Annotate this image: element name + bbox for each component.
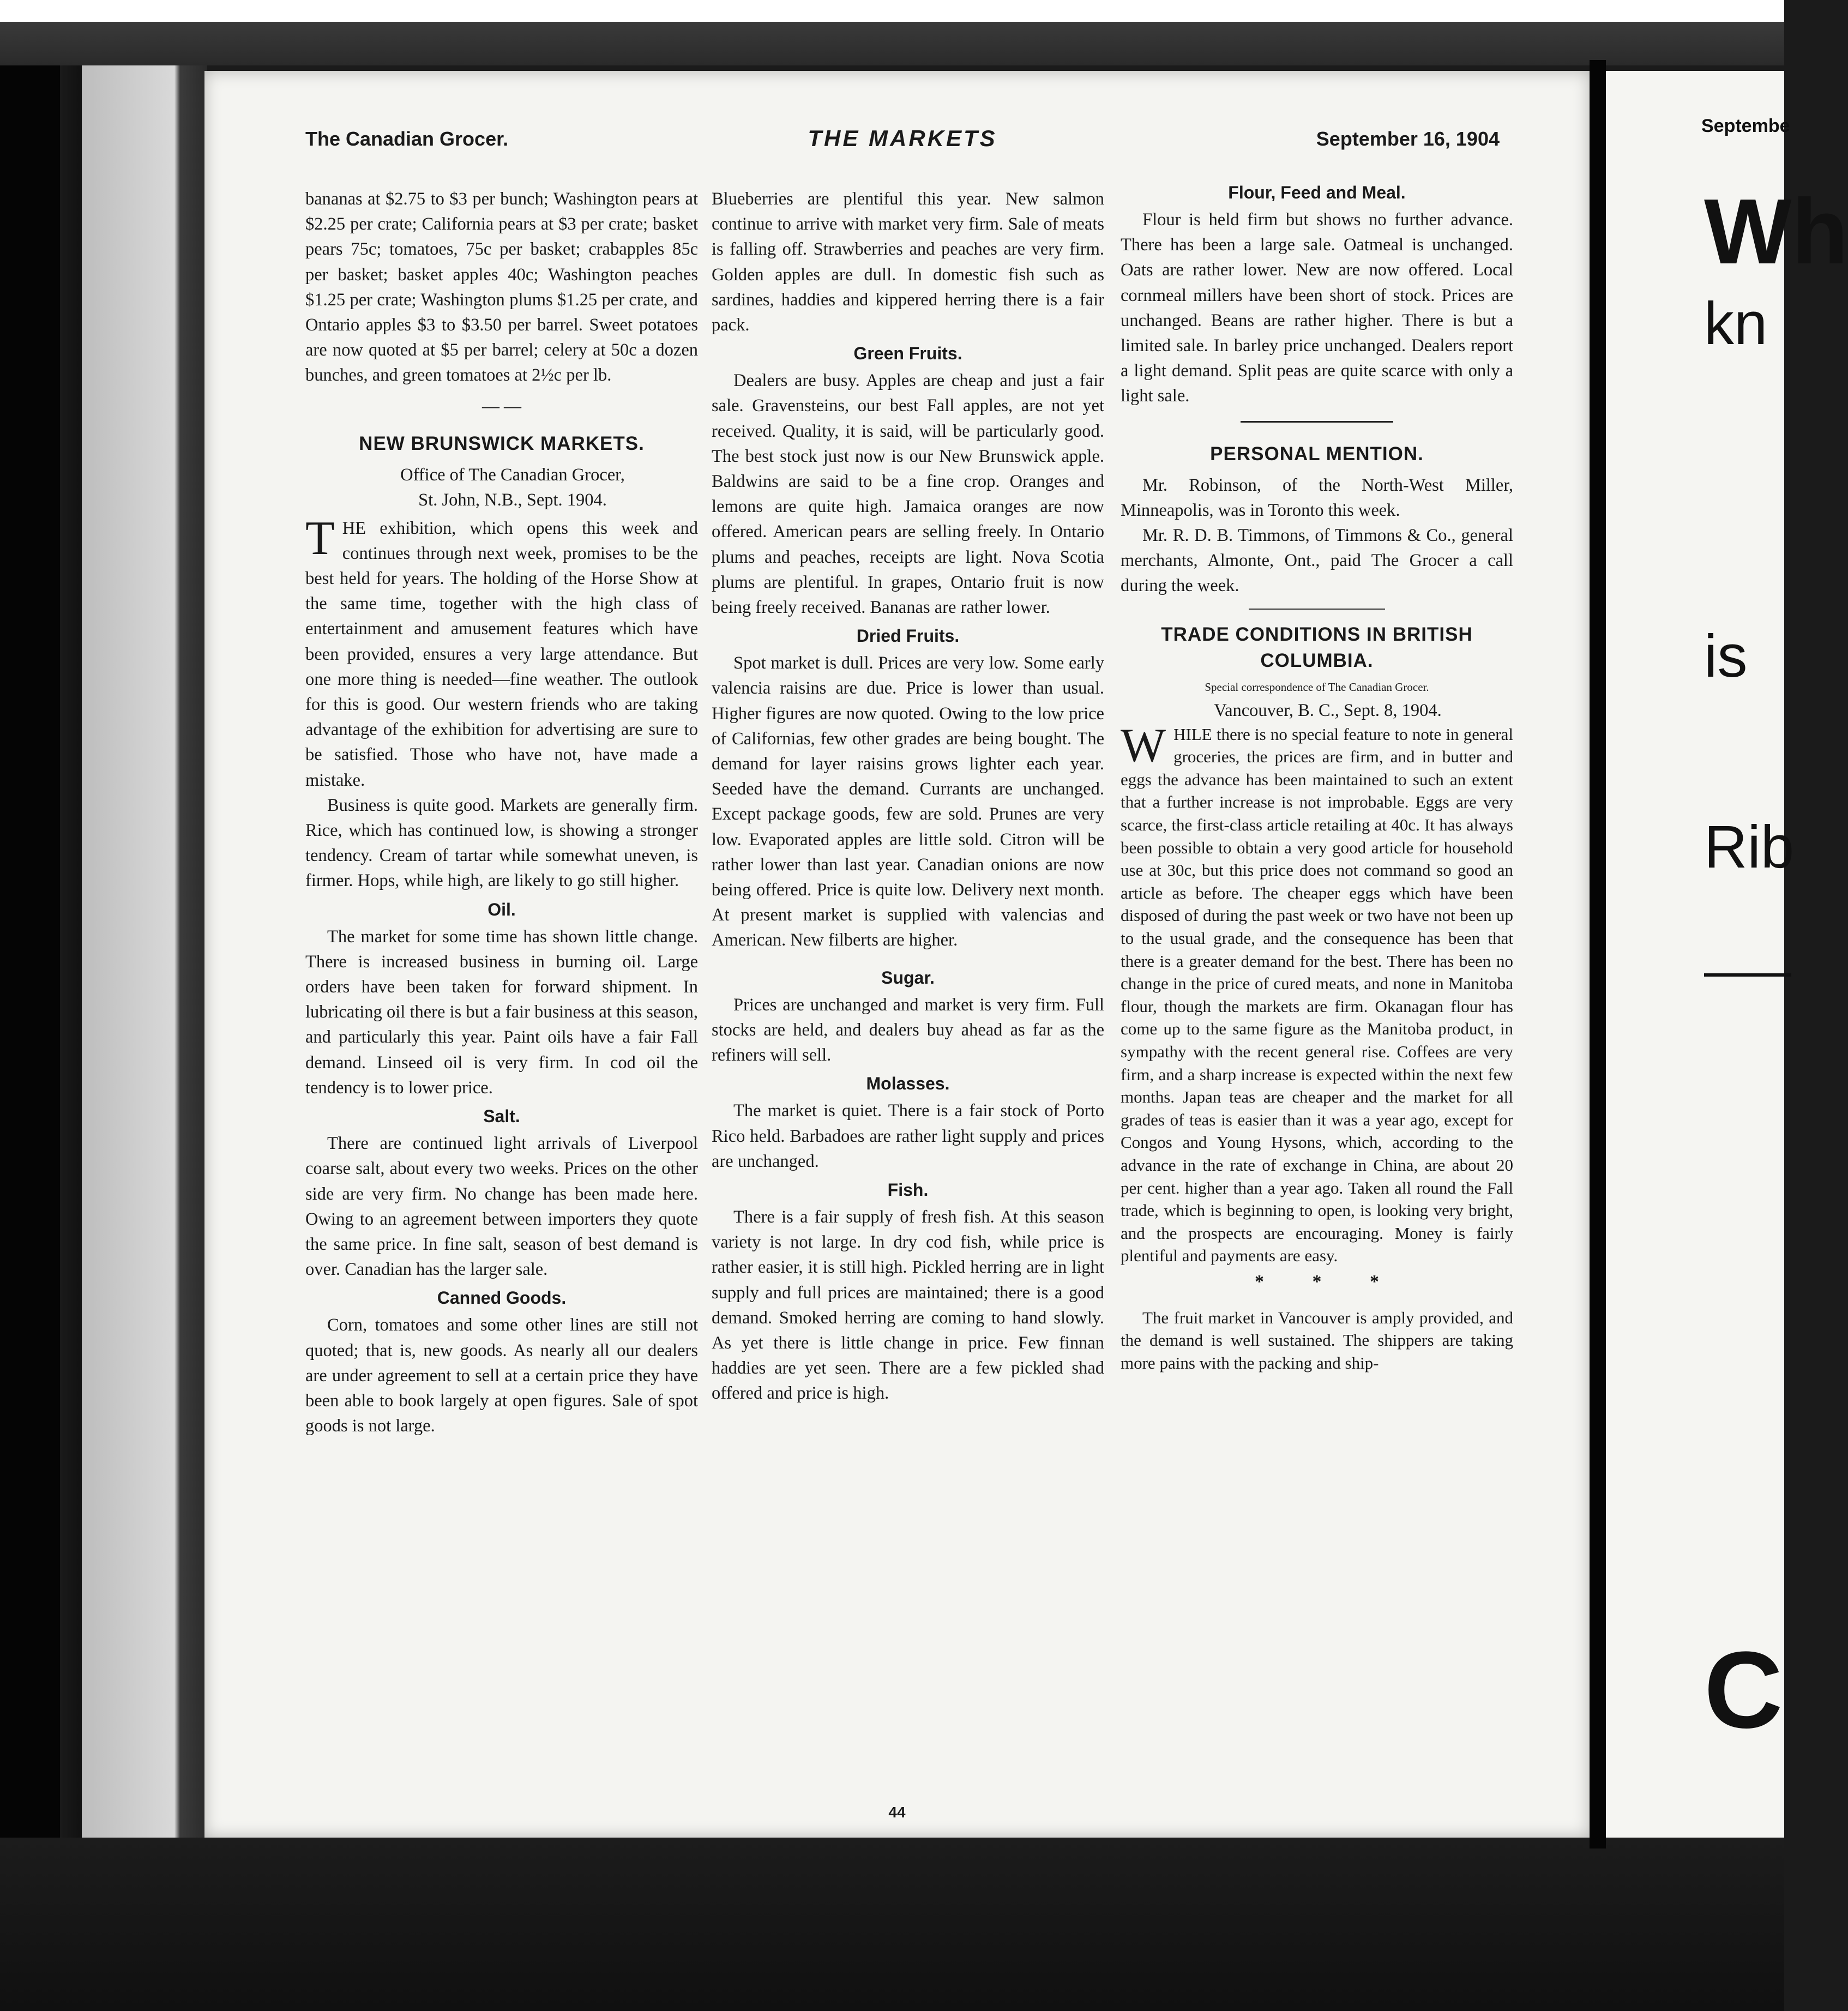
green-fruits-paragraph: Dealers are busy. Apples are cheap and just a fair sale. Gravensteins, our best Fall apples, are not yet received. Quality, it is said, will be particularly good. The best stock just now is our New Brunswick apple. Baldwins are said to be a fine crop. Oranges and lemons are quite high. Jamaica oranges are now offered. American pears are selling freely. In Ontario plums and peaches, receipts are light. Nova Scotia plums are plentiful. In grapes, Ontario fruit is now being freely received. Bananas are rather lower. [712,371,1104,618]
dried-fruits-paragraph: Spot market is dull. Prices are very low. Some early valencia raisins are due. Price is lower than usual. Higher figures are now quoted. Owing to the low price of Californias, few other grades are being bought. The demand for layer raisins grows lighter each year. Seeded have the demand. Currants are unchanged. Except package goods, few are sold. Prunes are very low. Evaporated apples are little sold. Citron will be rather lower than last year. Canadian onions are now being offered. Price is quite low. Delivery next month. At present market is supplied with valencias and American. New filberts are higher. [712,653,1104,950]
adjacent-text-fragment: is [1704,623,1748,690]
british-columbia-dateline: Vancouver, B. C., Sept. 8, 1904. [1214,700,1442,720]
header-publication: The Canadian Grocer. [305,128,509,150]
special-correspondence: Special correspondence of The Canadian Grocer. [1205,680,1429,694]
british-columbia-paragraph-1 [1121,719,1513,1267]
new-brunswick-dateline: St. John, N.B., Sept. 1904. [418,490,607,510]
header-section-title: THE MARKETS [808,125,997,151]
intro-paragraph: Blueberries are plentiful this year. New salmon continue to arrive with market very firm. Sale of meats is falling off. Strawberries and peaches are very firm. Golden apples are dull. In domestic fish such as sardines, haddies and kippered herring there is a fair pack. [712,189,1104,335]
canned-goods-heading: Canned Goods. [437,1288,567,1308]
salt-paragraph: There are continued light arrivals of Liverpool coarse salt, about every two weeks. Prices on the other side are very firm. No change has been made here. Owing to an agreement between importers they quote the same price. In fine salt, season of best demand is over. Canadian has the larger sale. [305,1134,698,1280]
personal-mention-paragraph-2: Mr. R. D. B. Timmons, of Timmons & Co., general merchants, Almonte, Ont., paid The Grocer a call during the week. [1121,526,1513,596]
molasses-heading: Molasses. [866,1074,950,1094]
page-header [305,120,1500,158]
header-date: September 16, 1904 [1316,128,1500,150]
adjacent-date-fragment: Septembe [1701,116,1790,136]
adjacent-headline-fragment: Wh [1704,180,1848,284]
oil-heading: Oil. [487,899,516,919]
molasses-paragraph: The market is quiet. There is a fair stock of Porto Rico held. Barbadoes are rather light supply and prices are unchanged. [712,1101,1104,1171]
adjacent-letter-fragment: C [1704,1629,1783,1751]
personal-mention-heading: PERSONAL MENTION. [1210,443,1424,465]
dried-fruits-heading: Dried Fruits. [856,626,960,646]
british-columbia-paragraph-2: The fruit market in Vancouver is amply provided, and the demand is well sustained. The shippers are taking more pains with the packing and ship- [1121,1308,1513,1373]
scan-background-top [0,0,1784,65]
adjacent-text-fragment: kn [1704,290,1768,357]
newspaper-page [204,71,1590,1838]
scan-background-bottom [0,1838,1784,2011]
new-brunswick-heading: NEW BRUNSWICK MARKETS. [359,432,645,454]
new-brunswick-paragraph-1 [305,511,698,793]
drop-cap: T [305,511,335,565]
oil-paragraph: The market for some time has shown little change. There is increased business in burning oil. Large orders have been taken for forward shipment. In lubricating oil there is but a fair business at this season, and particularly this year. Paint oils have a fair Fall demand. Linseed oil is very firm. In cod oil the tendency is to lower price. [305,926,698,1098]
green-fruits-heading: Green Fruits. [853,344,962,364]
canned-goods-paragraph: Corn, tomatoes and some other lines are still not quoted; that is, new goods. As nearly all our dealers are under agreement to sell at a certain price they have been able to book largely at open figures. Sale of spot goods is not large. [305,1315,698,1436]
salt-heading: Salt. [483,1106,520,1127]
adjacent-page-fragment [1606,71,1848,1838]
new-brunswick-text-1: HE exhibition, which opens this week and continues through next week, promises to be the best held for years. The holding of the Horse Show at the same time, together with the high class of entertainment and amusement features which have been provided, ensures a very large attendance. But one more thing is needed—fine weather. The outlook for this is good. Our western friends who are taking advantage of the exhibition for advertising are sure to be satisfied. Those who have not, have made a mistake. [305,518,698,790]
flour-paragraph: Flour is held firm but shows no further advance. There has been a large sale. Oatmeal is unchanged. Oats are rather lower. New are now offered. Local cornmeal millers have been short of stock. Prices are unchanged. Beans are rather higher. There is but a limited sale. In barley price unchanged. Dealers report a light demand. Split peas are quite scarce with only a light sale. [1121,210,1513,406]
column-1 [305,186,698,1438]
flour-heading: Flour, Feed and Meal. [1228,183,1406,202]
personal-mention-paragraph-1: Mr. Robinson, of the North-West Miller, Minneapolis, was in Toronto this week. [1121,475,1513,520]
intro-paragraph: bananas at $2.75 to $3 per bunch; Washington pears at $2.25 per crate; California pears at $3 per crate; basket pears 75c; tomatoes, 75c per basket; crabapples 85c per basket; basket apples 40c; Washington peaches $1.25 per crate; Washington plums $1.25 per crate, and Ontario apples $3 to $3.50 per barrel. Sweet potatoes are now quoted at $5 per barrel; celery at 50c a dozen bunches, and green tomatoes at 2½c per lb. [305,189,698,386]
column-2 [712,186,1104,1406]
adjacent-rule [1704,973,1791,977]
fish-heading: Fish. [887,1179,929,1200]
page-gutter [1590,60,1606,1849]
column-3 [1121,180,1513,1375]
page-number: 44 [888,1804,906,1821]
fish-paragraph: There is a fair supply of fresh fish. At this season variety is not large. In dry cod fish, while price is rather easier, it is still high. Pickled herring are in light supply and full prices are maintained; there is a good demand. Smoked herring are coming to hand slowly. As yet there is little change in price. Few finnan haddies are yet seen. There are a few pickled shad offered and price is high. [712,1207,1104,1404]
sugar-paragraph: Prices are unchanged and market is very firm. Full stocks are held, and dealers buy ahead as far as the refiners will sell. [712,995,1104,1065]
scan-background-left [0,65,207,2011]
star-separator: * * * [1255,1271,1401,1292]
british-columbia-heading: TRADE CONDITIONS IN BRITISH COLUMBIA. [1161,623,1473,671]
new-brunswick-paragraph-2: Business is quite good. Markets are generally firm. Rice, which has continued low, is showing a stronger tendency. Cream of tartar while somewhat uneven, is firmer. Hops, while high, are likely to go still higher. [305,795,698,891]
section-rule [1241,421,1393,423]
adjacent-text-fragment: Rib [1704,814,1795,881]
new-brunswick-office: Office of The Canadian Grocer, [400,465,625,485]
separator: — — [482,395,521,416]
section-rule [1249,609,1385,610]
sugar-heading: Sugar. [881,967,935,988]
drop-cap: W [1121,719,1166,772]
british-columbia-text-1: HILE there is no special feature to note in general groceries, the prices are firm, and in butter and eggs the advance has been maintained to such an extent that a further increase is not improbable. Eggs are very scarce, the first-class article retailing at 40c. It has always been possible to obtain a very good article for household use at 30c, but this price does not command so good an article as before. The cheaper eggs which have been disposed of during the past week or two have not been up to the usual grade, and the consequence has been that there is a greater demand for the best. There has been no change in the price of cured meats, and none in Manitoba flour, though the markets are firm. Okanagan flour has come up to the same figure as the Manitoba product, in sympathy with the recent general rise. Coffees are very firm, and a sharp increase is expected within the next few months. Japan teas are cheaper and the market for all grades of teas is easier than it was a year ago, except for Congos and Young Hysons, which, according to the advance in the rate of exchange in China, are about 20 per cent. higher than a year ago. Taken all round the Fall trade, which is beginning to open, is looking very bright, and the prospects are encouraging. Money is fairly plentiful and payments are easy. [1121,724,1513,1266]
